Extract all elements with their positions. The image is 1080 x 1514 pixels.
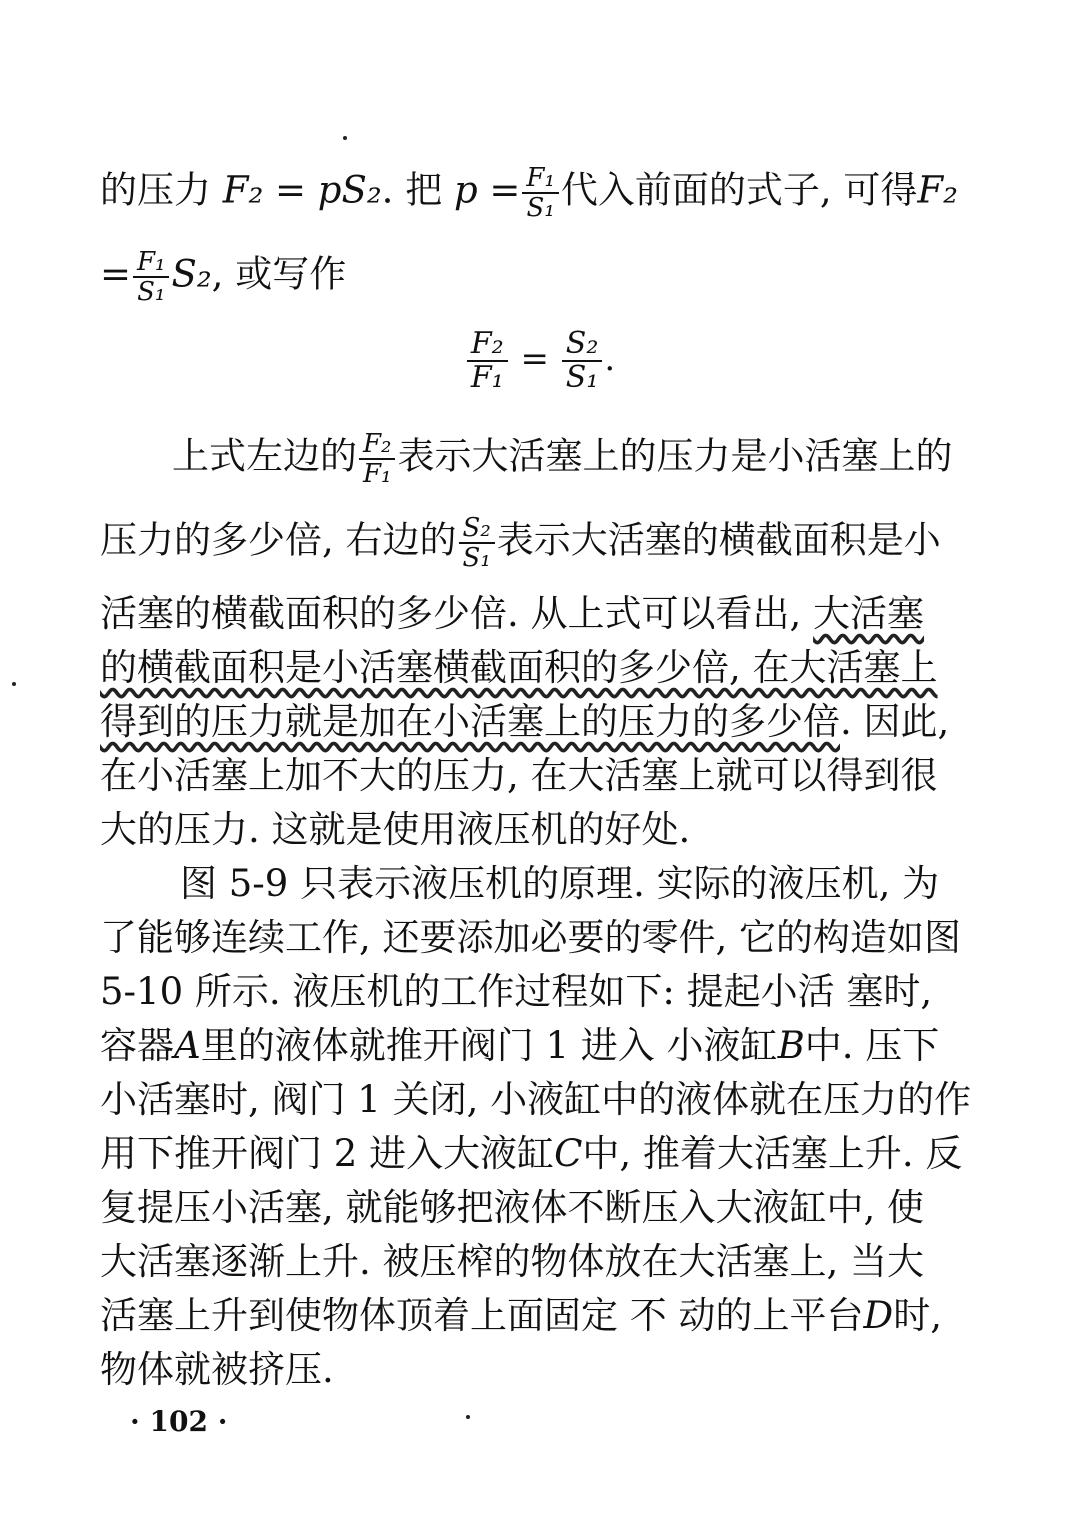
text: 在小活塞上加不大的压力, 在大活塞上就可以得到很 xyxy=(100,754,938,797)
emphasized-text: 的横截面积是小活塞横截面积的多少倍, 在大活塞上 xyxy=(100,646,938,689)
formula: B xyxy=(777,1024,805,1067)
fraction xyxy=(359,430,395,488)
para2-line7 xyxy=(100,804,930,856)
para1-line1 xyxy=(100,163,958,223)
fraction xyxy=(467,328,508,394)
formula: A xyxy=(174,1024,201,1067)
text: . xyxy=(604,339,616,379)
para3-line9 xyxy=(100,1290,942,1342)
para3-line6 xyxy=(100,1128,963,1180)
text: . 把 xyxy=(381,168,454,212)
text: 大活塞逐渐上升. 被压榨的物体放在大活塞上, 当大 xyxy=(100,1240,925,1283)
para2-line5 xyxy=(100,696,950,748)
text: 活塞的横截面积的多少倍. 从上式可以看出, xyxy=(100,592,814,635)
fraction xyxy=(133,248,169,306)
equals-sign: = xyxy=(520,339,549,379)
text: , 或写作 xyxy=(211,252,347,296)
text: 复提压小活塞, 就能够把液体不断压入大液缸中, 使 xyxy=(100,1186,925,1229)
text: 压力的多少倍, 右边的 xyxy=(100,518,457,562)
fraction-denominator: S₁ xyxy=(462,543,491,573)
text: 的压力 xyxy=(100,168,223,212)
text: 容器 xyxy=(100,1024,174,1067)
text: 中, 推着大活塞上升. 反 xyxy=(582,1132,963,1175)
para3-line5 xyxy=(100,1074,972,1126)
text: 小活塞时, 阀门 1 关闭, 小液缸中的液体就在压力的作 xyxy=(100,1078,972,1121)
para3-line3 xyxy=(100,966,933,1018)
formula: D xyxy=(863,1294,894,1337)
text: 5-10 所示. 液压机的工作过程如下: 提起小活 塞时, xyxy=(100,970,933,1013)
fraction xyxy=(459,514,495,572)
para3-line10 xyxy=(100,1344,930,1396)
scan-speck xyxy=(12,682,16,686)
formula: F₂ xyxy=(917,168,958,212)
text: 物体就被挤压. xyxy=(100,1348,334,1391)
fraction-denominator: S₁ xyxy=(526,193,555,223)
para2-line1 xyxy=(172,429,953,489)
text: = xyxy=(100,252,132,296)
text: 表示大活塞的横截面积是小 xyxy=(496,518,941,562)
text: 表示大活塞上的压力是小活塞上的 xyxy=(397,434,953,478)
para3-line7 xyxy=(100,1182,930,1234)
text: 里的液体就推开阀门 1 进入 小液缸 xyxy=(200,1024,778,1067)
text: . 因此, xyxy=(840,700,950,743)
fraction xyxy=(562,328,603,394)
fraction-denominator: S₁ xyxy=(565,360,599,395)
para3-line8 xyxy=(100,1236,930,1288)
fraction-numerator: F₂ xyxy=(467,328,508,362)
fraction xyxy=(522,164,558,222)
emphasized-text: 得到的压力就是加在小活塞上的压力的多少倍 xyxy=(100,700,840,743)
para3-line1 xyxy=(180,858,940,910)
fraction-denominator: F₁ xyxy=(363,459,392,489)
formula: C xyxy=(554,1132,583,1175)
fraction-numerator: F₁ xyxy=(133,248,169,278)
formula: S₂ xyxy=(171,252,212,296)
text: 用下推开阀门 2 进入大液缸 xyxy=(100,1132,555,1175)
display-equation xyxy=(0,328,1080,394)
para3-line4 xyxy=(100,1020,940,1072)
para1-line2 xyxy=(100,248,930,306)
text: 代入前面的式子, 可得 xyxy=(560,168,918,212)
para3-line2 xyxy=(100,912,962,964)
fraction-denominator: F₁ xyxy=(470,360,504,395)
formula: p = xyxy=(453,168,521,212)
text: 上式左边的 xyxy=(172,434,357,478)
para2-line3 xyxy=(100,588,930,640)
text: 中. 压下 xyxy=(804,1024,940,1067)
fraction-numerator: S₂ xyxy=(459,514,495,544)
para2-line6 xyxy=(100,750,938,802)
emphasized-text: 大活塞 xyxy=(813,592,925,635)
fraction-numerator: F₂ xyxy=(359,430,395,460)
scan-speck xyxy=(466,1415,470,1419)
text: 了能够连续工作, 还要添加必要的零件, 它的构造如图 xyxy=(100,916,962,959)
scan-speck xyxy=(343,136,347,140)
formula: F₂ = pS₂ xyxy=(222,168,382,212)
fraction-numerator: S₂ xyxy=(562,328,603,362)
fraction-numerator: F₁ xyxy=(522,164,558,194)
text: 图 5-9 只表示液压机的原理. 实际的液压机, 为 xyxy=(180,862,940,905)
fraction-denominator: S₁ xyxy=(137,277,166,307)
para2-line2 xyxy=(100,513,941,573)
para2-line4 xyxy=(100,642,938,694)
page-number: · 102 · xyxy=(130,1405,228,1438)
text: 时, xyxy=(893,1294,942,1337)
text: 活塞上升到使物体顶着上面固定 不 动的上平台 xyxy=(100,1294,864,1337)
text: 大的压力. 这就是使用液压机的好处. xyxy=(100,808,691,851)
